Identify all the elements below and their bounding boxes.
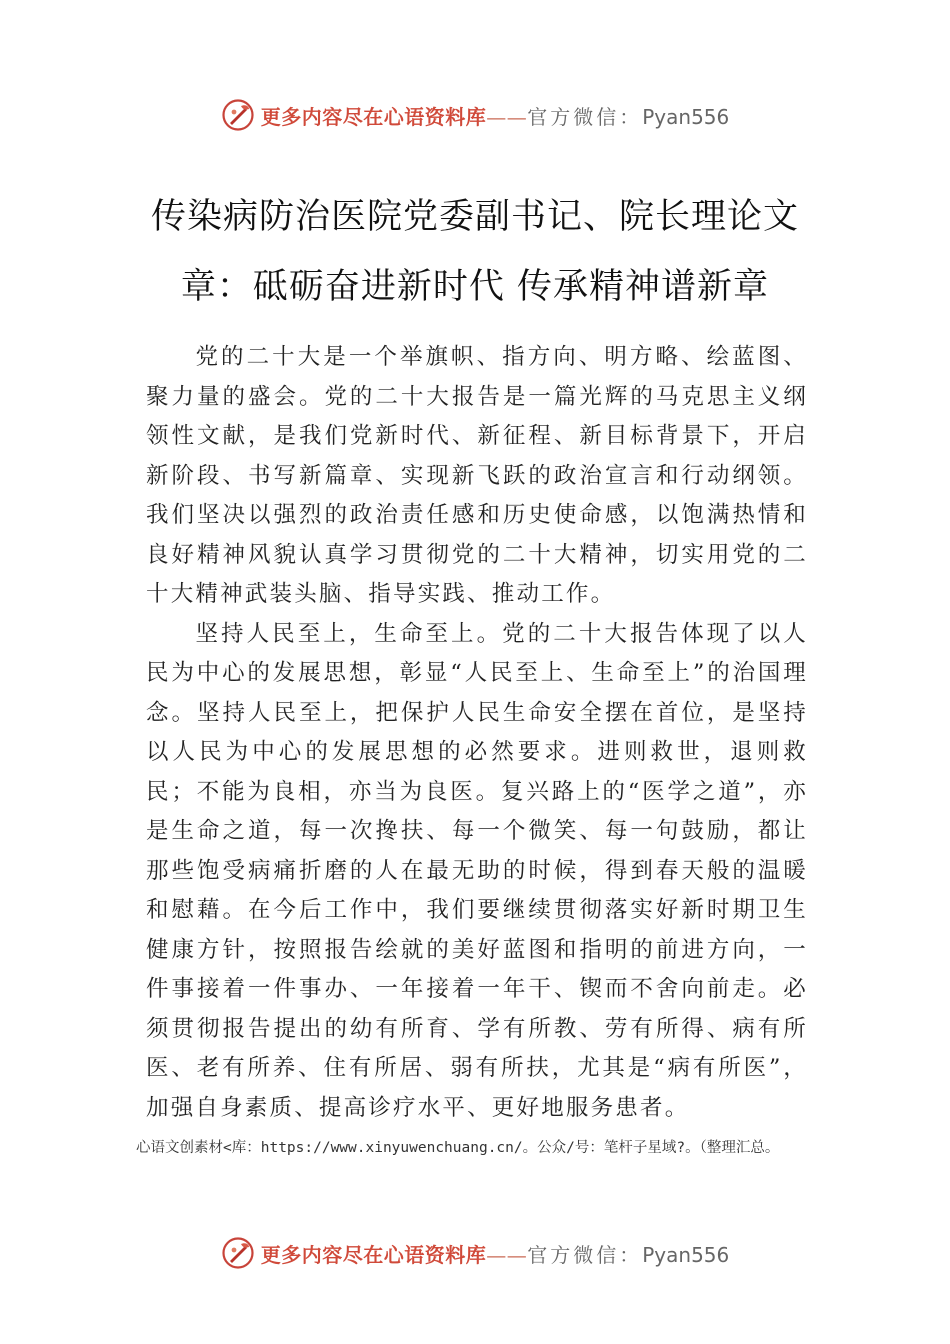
wechat-label: 官方微信： [527,104,643,129]
title-line-2: 章：砥砺奋进新时代 传承精神谱新章 [180,267,770,307]
site-name: 更多内容尽在心语资料库 [260,104,487,129]
paragraph-2: 坚持人民至上，生命至上。党的二十大报告体现了以人民为中心的发展思想，彰显“人民至上、生命至上”的治国理念。坚持人民至上，把保护人民生命安全摆在首位，是坚持以人民为中心的发展思想的必然要求。进则救世，退则救民；不能为良相，亦当为良医。复兴路上的“医学之道”，亦是生命之道，每一次搀扶、每一个微笑、每一句鼓励，都让那些饱受病痛折磨的人在最无助的时候，得到春天般的温暖和慰藉。在今后工作中，我们要继续贯彻落实好新时期卫生健康方针，按照报告绘就的美好蓝图和指明的前进方向，一件事接着一件事办、一年接着一年干、锲而不舍向前走。必须贯彻报告提出的幼有所育、学有所教、劳有所得、病有所医、老有所养、住有所居、弱有所扶，尤其是“病有所医”，加强自身素质、提高诊疗水平、更好地服务患者。 [146,620,808,1121]
quill-pen-logo-icon [221,98,255,132]
footer-banner [0,1233,950,1273]
site-name: 更多内容尽在心语资料库 [260,1242,487,1267]
wechat-id: Pyan556 [642,104,730,129]
wechat-label: 官方微信： [527,1242,643,1267]
source-footnote: 心语文创素材<库：https://www.xinyuwenchuang.cn/。公众/号：笔杆子星域?。（整理汇总。 [136,1140,780,1156]
banner-text [261,101,730,130]
header-banner [0,95,950,135]
wechat-id: Pyan556 [642,1242,730,1267]
document-body [146,338,808,1128]
document-title [100,182,850,322]
banner-text [261,1239,730,1268]
banner-separator: —— [486,104,528,129]
title-line-1: 传染病防治医院党委副书记、院长理论文 [150,197,799,237]
paragraph-1: 党的二十大是一个举旗帜、指方向、明方略、绘蓝图、聚力量的盛会。党的二十大报告是一篇光辉的马克思主义纲领性文献，是我们党新时代、新征程、新目标背景下，开启新阶段、书写新篇章、实现新飞跃的政治宣言和行动纲领。 我们坚决以强烈的政治责任感和历史使命感，以饱满热情和良好精神风貌认真学习贯彻党的二十大精神，切实用党的二十大精神武装头脑、指导实践、推动工作。 [146,344,808,607]
banner-separator: —— [486,1242,528,1267]
quill-pen-logo-icon [221,1236,255,1270]
